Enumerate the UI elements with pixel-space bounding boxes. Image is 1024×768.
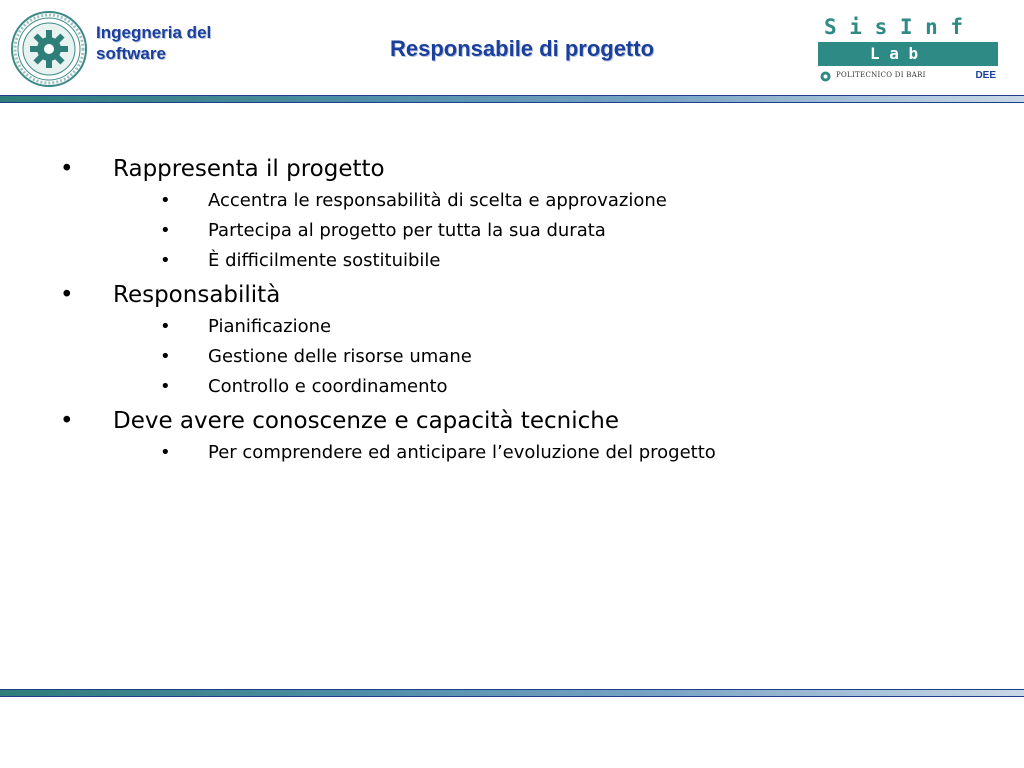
bullet-icon: • [160, 376, 171, 397]
sub-bullet-item [60, 438, 960, 468]
university-seal-logo [10, 10, 88, 88]
sub-bullet-item [60, 312, 960, 342]
sub-bullet-item [60, 246, 960, 276]
bullet-icon: • [60, 156, 74, 182]
sub-bullet-text: È difficilmente sostituibile [208, 250, 441, 271]
slide-content [60, 152, 960, 468]
bullet-text: Rappresenta il progetto [113, 156, 385, 182]
sub-bullet-text: Partecipa al progetto per tutta la sua durata [208, 220, 606, 241]
bullet-item [60, 278, 960, 312]
lab-institution: POLITECNICO DI BARI [836, 71, 926, 79]
bullet-icon: • [60, 408, 74, 434]
sub-bullet-item [60, 342, 960, 372]
politecnico-seal-icon [820, 71, 831, 82]
bullet-icon: • [160, 346, 171, 367]
sub-bullet-text: Pianificazione [208, 316, 332, 337]
bullet-icon: • [60, 282, 74, 308]
bullet-text: Deve avere conoscenze e capacità tecniche [113, 408, 619, 434]
bullet-icon: • [160, 220, 171, 241]
bullet-item [60, 404, 960, 438]
sub-bullet-item [60, 372, 960, 402]
sub-bullet-item [60, 186, 960, 216]
sub-bullet-text: Controllo e coordinamento [208, 376, 448, 397]
course-title [96, 22, 211, 64]
course-title-line1: Ingegneria del [96, 23, 212, 42]
bullet-icon: • [160, 316, 171, 337]
sub-bullet-text: Per comprendere ed anticipare l’evoluzione del progetto [208, 442, 716, 463]
footer-divider [0, 689, 1024, 697]
sub-bullet-text: Accentra le responsabilità di scelta e approvazione [208, 190, 667, 211]
lab-logo-line2: L a b [818, 42, 998, 66]
header-divider [0, 95, 1024, 103]
bullet-icon: • [160, 442, 171, 463]
bullet-icon: • [160, 190, 171, 211]
sub-bullet-text: Gestione delle risorse umane [208, 346, 472, 367]
bullet-text: Responsabilità [113, 282, 281, 308]
bullet-item [60, 152, 960, 186]
lab-dept: DEE [975, 70, 996, 81]
lab-logo-footer [818, 70, 998, 84]
slide-title: Responsabile di progetto [390, 36, 655, 61]
bullet-icon: • [160, 250, 171, 271]
lab-logo-line1: S i s I n f [824, 15, 964, 39]
sub-bullet-item [60, 216, 960, 246]
course-title-line2: software [96, 44, 166, 63]
sisinf-lab-logo [818, 14, 998, 84]
